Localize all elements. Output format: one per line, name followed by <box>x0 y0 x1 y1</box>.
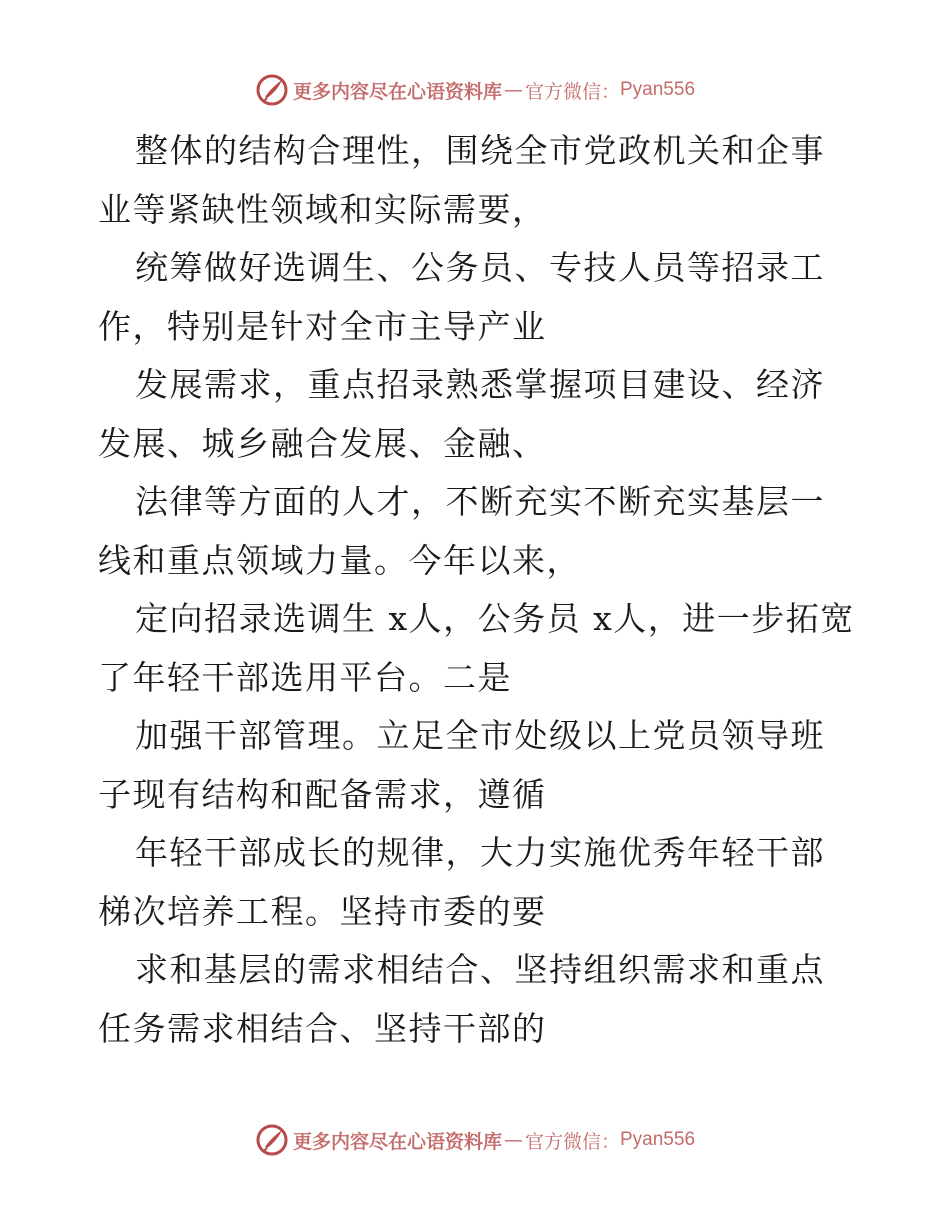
paragraph: 法律等方面的人才，不断充实不断充实基层一线和重点领域力量。今年以来， <box>98 482 825 580</box>
paragraph: 加强干部管理。立足全市处级以上党员领导班子现有结构和配备需求，遵循 <box>98 716 825 814</box>
header-banner <box>0 70 950 110</box>
quill-logo-icon <box>255 73 289 107</box>
paragraph: 发展需求，重点招录熟悉掌握项目建设、经济发展、城乡融合发展、金融、 <box>98 365 825 463</box>
footer-banner <box>0 1120 950 1160</box>
paragraph: 统筹做好选调生、公务员、专技人员等招录工作，特别是针对全市主导产业 <box>98 248 825 346</box>
banner-brand-text: 更多内容尽在心语资料库 <box>292 80 502 103</box>
paragraph: 求和基层的需求相结合、坚持组织需求和重点任务需求相结合、坚持干部的 <box>98 950 825 1048</box>
banner-brand-text: 更多内容尽在心语资料库 <box>292 1130 502 1153</box>
banner-wechat-id: Pyan556 <box>620 79 696 100</box>
quill-logo-icon <box>255 1123 289 1157</box>
paragraph: 整体的结构合理性，围绕全市党政机关和企事业等紧缺性领域和实际需要， <box>98 131 825 229</box>
banner-official-label: 官方微信： <box>524 1130 620 1153</box>
banner-wechat-id: Pyan556 <box>620 1129 696 1150</box>
banner-separator: — <box>503 1129 523 1151</box>
banner-official-label: 官方微信： <box>524 80 620 103</box>
paragraph: 年轻干部成长的规律，大力实施优秀年轻干部梯次培养工程。坚持市委的要 <box>98 833 825 931</box>
document-body <box>98 122 858 1058</box>
paragraph: 定向招录选调生 x人，公务员 x人，进一步拓宽了年轻干部选用平台。二是 <box>98 599 855 697</box>
banner-separator: — <box>503 79 523 101</box>
